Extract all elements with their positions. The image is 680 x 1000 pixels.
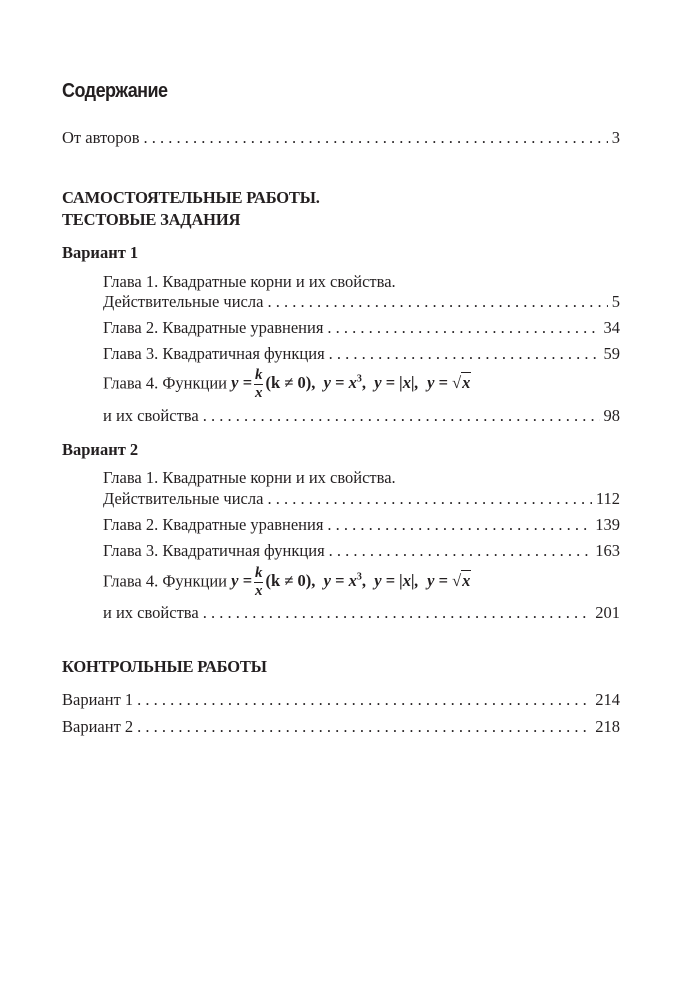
toc-entry-v2-ch3[interactable] (103, 541, 620, 561)
leader-dots (137, 690, 591, 710)
leader-dots (267, 292, 607, 312)
sqrt-icon (452, 571, 471, 591)
chapter-4-line1[interactable] (103, 368, 471, 401)
leader-dots (267, 489, 591, 509)
formula-separator: , (361, 373, 366, 393)
entry-label: Глава 3. Квадратичная функция (103, 344, 325, 363)
radical-sign: √ (452, 571, 462, 591)
toc-entry-v2-ch4[interactable] (103, 603, 620, 623)
page-number: 139 (595, 515, 620, 534)
fraction-numerator: k (254, 367, 263, 383)
leader-dots (329, 344, 600, 364)
formula-abs: y = |x|, (374, 571, 419, 591)
radical-sign: √ (452, 373, 462, 393)
toc-entry-test-v1[interactable] (62, 690, 620, 710)
variant-1-heading: Вариант 1 (62, 243, 139, 262)
leader-dots (203, 406, 600, 426)
page-number: 3 (611, 128, 620, 147)
fraction-denominator: x (254, 385, 263, 401)
entry-label: От авторов (62, 128, 140, 147)
chapter-1-line1[interactable]: Глава 1. Квадратные корни и их свойства. (103, 272, 396, 291)
leader-dots (327, 515, 591, 535)
page-number: 201 (595, 603, 620, 622)
formula-condition: (k ≠ 0), (265, 571, 316, 591)
page-number: 98 (603, 406, 620, 425)
formula-cubic: y = x (323, 373, 357, 393)
formula-cubic: y = x (323, 571, 357, 591)
chapter-1-line1[interactable]: Глава 1. Квадратные корни и их свойства. (103, 468, 396, 487)
formula-condition: (k ≠ 0), (265, 373, 316, 393)
formula-exponent: 3 (356, 373, 362, 385)
entry-label: и их свойства (103, 406, 199, 425)
formula-exponent: 3 (356, 571, 362, 583)
entry-label: Вариант 1 (62, 690, 134, 709)
chapter-4-formula (231, 565, 471, 599)
formula-separator: , (361, 571, 366, 591)
formula-sqrt-lhs: y = (427, 571, 448, 591)
page-number: 214 (595, 690, 620, 709)
page-number: 59 (603, 344, 620, 363)
heading-line: ТЕСТОВЫЕ ЗАДАНИЯ (62, 210, 241, 229)
chapter-4-formula (231, 367, 471, 401)
page-number: 163 (595, 541, 620, 560)
section-heading-tests: КОНТРОЛЬНЫЕ РАБОТЫ (62, 657, 267, 676)
table-of-contents (62, 0, 620, 1000)
heading-line: САМОСТОЯТЕЛЬНЫЕ РАБОТЫ. (62, 188, 320, 207)
entry-label: Глава 2. Квадратные уравнения (103, 318, 324, 337)
radicand: x (462, 373, 471, 393)
leader-dots (329, 541, 592, 561)
toc-entry-v2-ch1[interactable] (103, 489, 620, 509)
formula-abs: y = |x|, (374, 373, 419, 393)
toc-entry-test-v2[interactable] (62, 717, 620, 737)
leader-dots (144, 128, 608, 148)
page-number: 112 (595, 489, 620, 508)
formula-y-eq: y = (231, 571, 252, 591)
toc-entry-v1-ch3[interactable] (103, 344, 620, 364)
fraction-k-over-x (254, 368, 264, 401)
formula-sqrt-lhs: y = (427, 373, 448, 393)
chapter-4-prefix: Глава 4. Функции (103, 373, 227, 393)
sqrt-icon (452, 373, 471, 393)
fraction-numerator: k (254, 565, 263, 581)
page-title: Содержание (62, 80, 168, 102)
entry-label: Действительные числа (103, 489, 264, 508)
chapter-4-line1[interactable] (103, 566, 471, 599)
toc-entry-v1-ch1[interactable] (103, 292, 620, 312)
radicand: x (462, 571, 471, 591)
chapter-4-prefix: Глава 4. Функции (103, 571, 227, 591)
section-heading-independent-work (62, 187, 320, 231)
leader-dots (137, 717, 591, 737)
page-number: 34 (603, 318, 620, 337)
formula-y-eq: y = (231, 373, 252, 393)
leader-dots (203, 603, 592, 623)
entry-label: и их свойства (103, 603, 199, 622)
toc-entry-v2-ch2[interactable] (103, 515, 620, 535)
fraction-k-over-x (254, 566, 264, 599)
fraction-denominator: x (254, 583, 263, 599)
toc-entry-v1-ch4[interactable] (103, 406, 620, 426)
variant-2-heading: Вариант 2 (62, 440, 139, 459)
toc-entry-authors[interactable] (62, 128, 620, 148)
toc-entry-v1-ch2[interactable] (103, 318, 620, 338)
entry-label: Действительные числа (103, 292, 264, 311)
leader-dots (327, 318, 599, 338)
entry-label: Вариант 2 (62, 717, 134, 736)
page-number: 218 (595, 717, 620, 736)
entry-label: Глава 2. Квадратные уравнения (103, 515, 324, 534)
page-number: 5 (611, 292, 620, 311)
entry-label: Глава 3. Квадратичная функция (103, 541, 325, 560)
